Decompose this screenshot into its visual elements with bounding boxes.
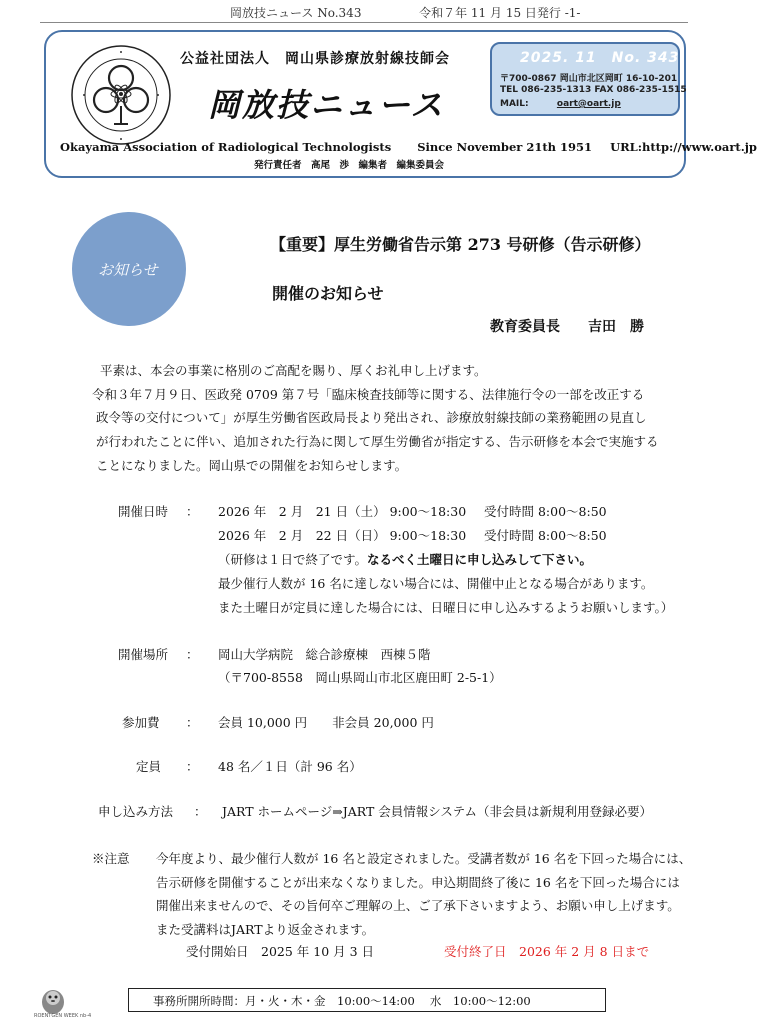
editors-line: 発行責任者 高尾 渉 編集者 編集委員会 — [254, 160, 445, 171]
fee-colon: ： — [186, 715, 199, 730]
caution-line-2: 告示研修を開催することが出来なくなりました。申込期間終了後に 16 名を下回った場合には — [156, 875, 680, 890]
apply-method: JART ホームページ⇒JART 会員情報システム（非会員は新規利用登録必要） — [222, 804, 653, 819]
venue-label: 開催場所 — [118, 647, 169, 662]
caution-line-4: また受講料はJARTより返金されます。 — [156, 922, 375, 937]
mascot-icon — [38, 985, 68, 1015]
caution-label: ※注意 — [92, 851, 130, 866]
mail-address[interactable]: oart@oart.jp — [556, 99, 621, 109]
website-url[interactable]: URL:http://www.oart.jp — [610, 140, 757, 154]
association-logo — [70, 44, 172, 146]
header-line — [230, 4, 580, 21]
intro-line-5: ことになりました。岡山県での開催をお知らせします。 — [96, 458, 408, 473]
header-title: 岡放技ニュース No.343 — [230, 6, 362, 20]
reception-day1: 受付時間 8:00〜8:50 — [484, 504, 607, 519]
venue-colon: ： — [186, 647, 199, 662]
tel-fax: TEL 086-235-1313 FAX 086-235-1515 — [500, 85, 687, 95]
newsletter-name: 岡放技ニュース — [208, 86, 445, 124]
association-line — [60, 140, 757, 154]
caution-line-1: 今年度より、最少催行人数が 16 名と設定されました。受講者数が 16 名を下回った場合には、 — [156, 851, 692, 866]
mail-line — [500, 99, 621, 109]
date-note-2: 最少催行人数が 16 名に達しない場合には、開催中止となる場合があります。 — [218, 576, 654, 591]
intro-line-2: 令和３年７月９日、医政発 0709 第７号「臨床検査技師等に関する、法律施行令の一部を改正する — [92, 387, 645, 402]
association-en: Okayama Association of Radiological Technologists — [60, 140, 392, 154]
apply-colon: ： — [194, 804, 207, 819]
caution-line-3: 開催出来ませんので、その旨何卒ご理解の上、ご了承下さいますよう、お願い申し上げます。 — [156, 898, 680, 913]
date-day1: 2026 年 2 月 21 日（土） 9:00〜18:30 — [218, 504, 467, 519]
intro-line-4: が行われたことに伴い、追加された行為に関して厚生労働省が指定する、告示研修を本会で実施する — [96, 434, 659, 449]
intro-line-3: 政令等の交付について」が厚生労働省医政局長より発出され、診療放射線技師の業務範囲の見直し — [96, 410, 647, 425]
intro-line-1: 平素は、本会の事業に格別のご高配を賜り、厚くお礼申し上げます。 — [100, 363, 487, 378]
issue-number: 2025. 11 No. 343 — [520, 50, 680, 66]
capacity-value: 48 名／１日（計 96 名） — [218, 759, 362, 774]
header-date: 令和７年 11 月 15 日発行 -1- — [419, 6, 581, 20]
office-hours: 事務所開所時間：月・火・木・金 10:00〜14:00 水 10:00〜12:00 — [153, 994, 531, 1008]
capacity-label: 定員 — [136, 759, 162, 774]
reception-start: 受付開始日 2025 年 10 月 3 日 — [186, 944, 375, 959]
mascot-caption: ROENTGEN WEEK nb-4 — [34, 1013, 92, 1019]
notice-badge-label: お知らせ — [98, 261, 158, 279]
fee-value: 会員 10,000 円 非会員 20,000 円 — [218, 715, 434, 730]
date-label: 開催日時 — [118, 504, 169, 519]
apply-label: 申し込み方法 — [98, 804, 174, 819]
venue-address: （〒700-8558 岡山県岡山市北区鹿田町 2-5-1） — [218, 670, 502, 685]
date-day2: 2026 年 2 月 22 日（日） 9:00〜18:30 — [218, 528, 467, 543]
header-rule — [40, 22, 688, 23]
fee-label: 参加費 — [122, 715, 160, 730]
address: 〒700-0867 岡山市北区岡町 16-10-201 — [500, 74, 678, 84]
notice-author: 教育委員長 吉田 勝 — [490, 319, 644, 335]
mail-label: MAIL: — [500, 99, 529, 109]
notice-title: 【重要】厚生労働省告示第 273 号研修（告示研修） — [270, 235, 651, 254]
date-note-1-text: （研修は１日で終了です。 — [218, 552, 368, 567]
notice-subtitle: 開催のお知らせ — [272, 284, 384, 303]
reception-end: 受付終了日 2026 年 2 月 8 日まで — [444, 944, 650, 959]
date-note-3: また土曜日が定員に達した場合には、日曜日に申し込みするようお願いします。） — [218, 600, 674, 615]
since-date: Since November 21th 1951 — [417, 140, 593, 154]
capacity-colon: ： — [186, 759, 199, 774]
date-note-1 — [218, 550, 592, 568]
date-note-1-emphasis: なるべく土曜日に申し込みして下さい。 — [367, 552, 593, 567]
date-colon: ： — [186, 504, 199, 519]
reception-day2: 受付時間 8:00〜8:50 — [484, 528, 607, 543]
venue-name: 岡山大学病院 総合診療棟 西棟５階 — [218, 647, 431, 662]
organization-name: 公益社団法人 岡山県診療放射線技師会 — [180, 51, 450, 67]
